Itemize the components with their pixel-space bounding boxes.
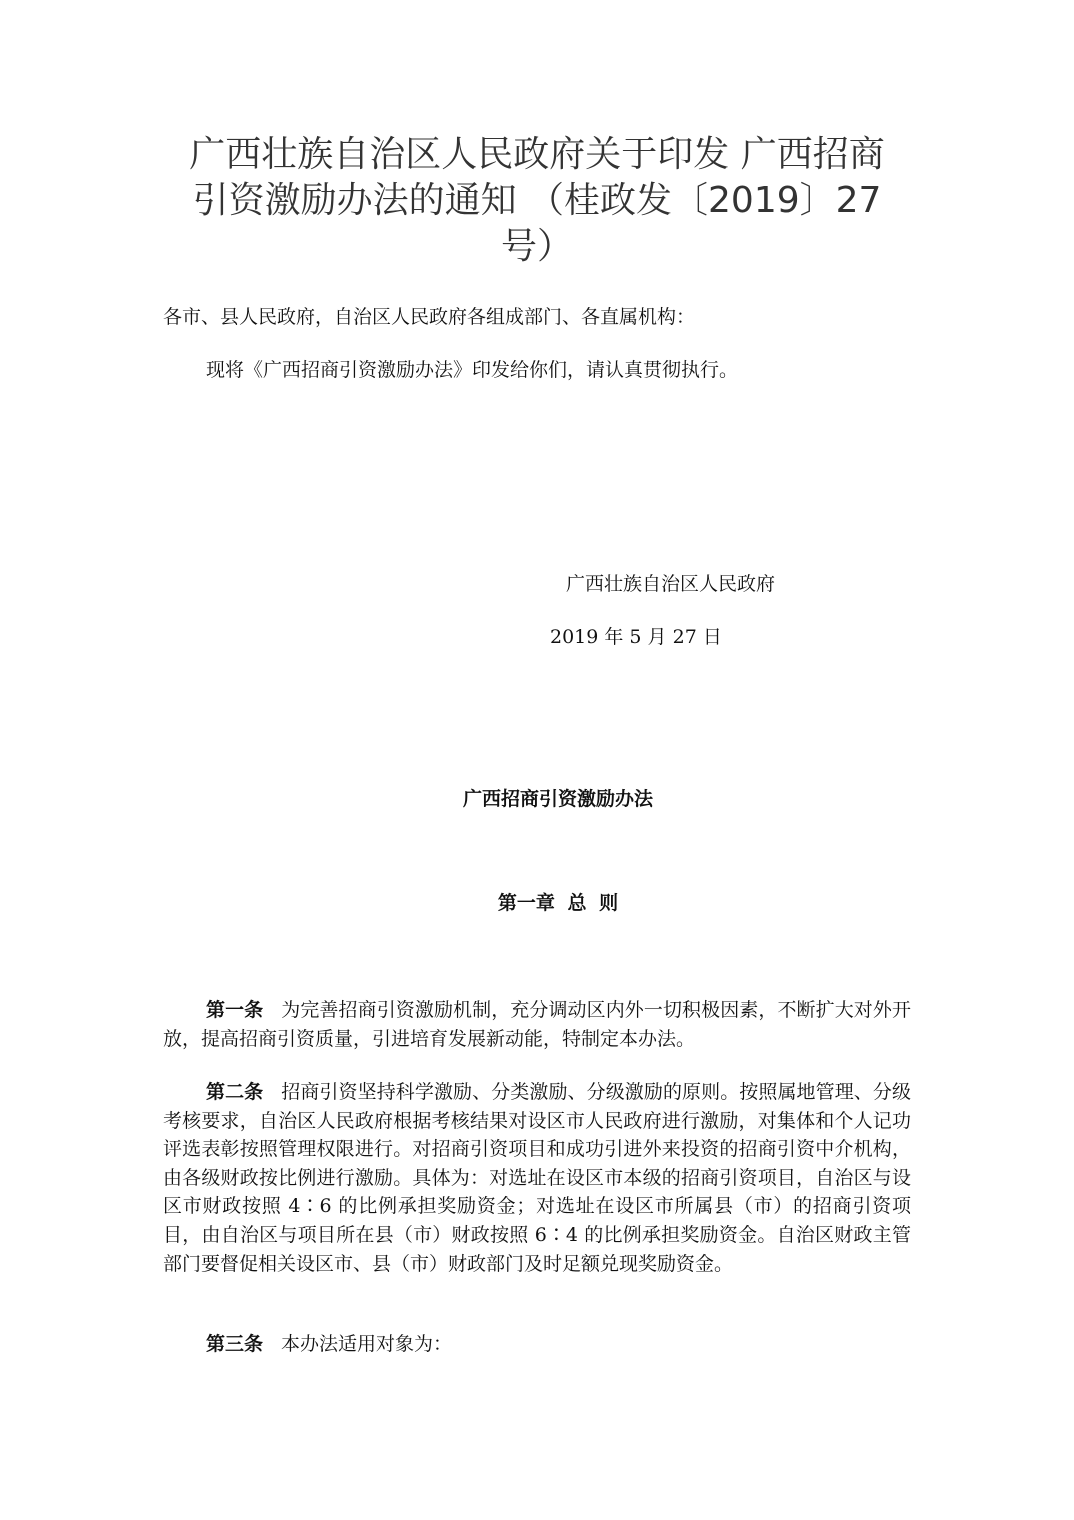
- signature-date: 2019 年 5 月 27 日: [550, 626, 722, 648]
- article-label: 第二条: [206, 1081, 264, 1103]
- salutation: 各市、县人民政府，自治区人民政府各组成部门、各直属机构：: [163, 306, 696, 328]
- signature-organization: 广西壮族自治区人民政府: [566, 573, 776, 595]
- article-text: 招商引资坚持科学激励、分类激励、分级激励的原则。按照属地管理、分级考核要求，自治区人民政府根据考核结果对设区市人民政府进行激励，对集体和个人记功评选表彰按照管理权限进行。对招商引资项目和成功引进外来投资的招商引资中介机构，由各级财政按比例进行激励。具体为：对选址在设区市本级的招商引资项目，自治区与设区市财政按照 4∶6 的比例承担奖励资金；对选址在设区市所属县（市）的招商引资项目，由自治区与项目所在县（市）财政按照 6∶4 的比例承担奖励资金。自治区财政主管部门要督促相关设区市、县（市）财政部门及时足额兑现奖励资金。: [163, 1081, 911, 1275]
- article-text: 本办法适用对象为：: [281, 1333, 453, 1355]
- notice-title-line: 号）: [500, 226, 573, 267]
- measures-title: 广西招商引资激励办法: [462, 788, 653, 810]
- article-label: 第三条: [206, 1333, 264, 1355]
- article-label: 第一条: [206, 999, 264, 1021]
- article-3: [163, 1330, 911, 1359]
- article-1: [163, 996, 911, 1053]
- article-text: 为完善招商引资激励机制，充分调动区内外一切积极因素，不断扩大对外开放，提高招商引资质量，引进培育发展新动能，特制定本办法。: [163, 999, 911, 1050]
- notice-title-line: 引资激励办法的通知 （桂政发〔2019〕27: [192, 180, 882, 221]
- notice-title-line: 广西壮族自治区人民政府关于印发 广西招商: [189, 134, 885, 175]
- chapter-title: 第一章 总 则: [497, 892, 619, 914]
- article-2: [163, 1078, 911, 1278]
- intro-paragraph: 现将《广西招商引资激励办法》印发给你们，请认真贯彻执行。: [206, 359, 739, 381]
- notice-title: [150, 132, 924, 270]
